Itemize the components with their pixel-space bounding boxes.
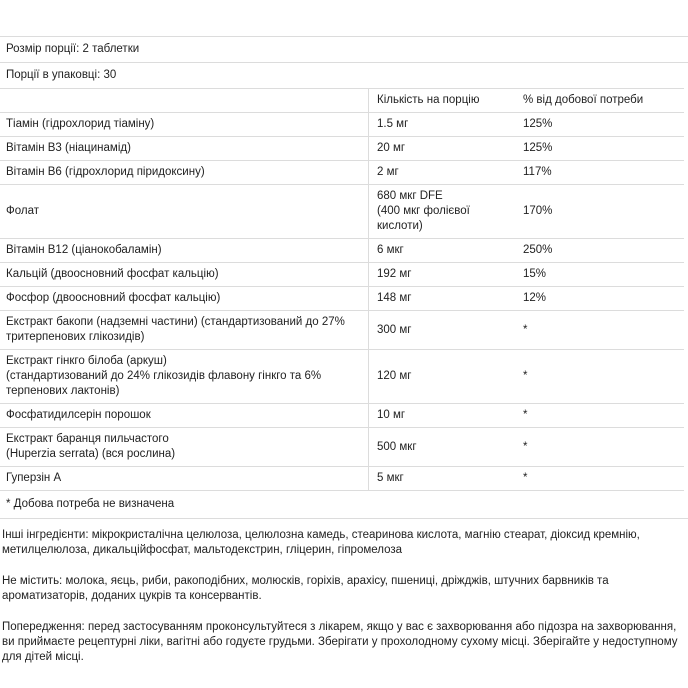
nutrient-amount: 192 мг bbox=[369, 263, 512, 287]
nutrient-daily-value: 125% bbox=[511, 137, 684, 161]
nutrient-amount: 6 мкг bbox=[369, 239, 512, 263]
nutrient-name: Тіамін (гідрохлорид тіаміну) bbox=[0, 113, 369, 137]
table-row bbox=[0, 311, 684, 350]
table-row bbox=[0, 428, 684, 467]
nutrient-daily-value: 12% bbox=[511, 287, 684, 311]
nutrient-amount: 2 мг bbox=[369, 161, 512, 185]
nutrient-name: Вітамін B3 (ніацинамід) bbox=[0, 137, 369, 161]
table-row bbox=[0, 404, 684, 428]
table-row bbox=[0, 350, 684, 404]
nutrient-daily-value: 117% bbox=[511, 161, 684, 185]
nutrient-name: Фосфор (двоосновний фосфат кальцію) bbox=[0, 287, 369, 311]
header-daily-value: % від добової потреби bbox=[511, 89, 684, 113]
nutrient-name: Вітамін B12 (ціанокобаламін) bbox=[0, 239, 369, 263]
nutrient-name: Екстракт баранця пильчастого (Huperzia serrata) (вся рослина) bbox=[0, 428, 369, 467]
nutrient-amount: 120 мг bbox=[369, 350, 512, 404]
table-row bbox=[0, 137, 684, 161]
nutrient-amount: 500 мкг bbox=[369, 428, 512, 467]
supplement-facts bbox=[0, 36, 688, 665]
nutrient-daily-value: 250% bbox=[511, 239, 684, 263]
table-row bbox=[0, 263, 684, 287]
nutrient-name: Екстракт гінкго білоба (аркуш) (стандартизований до 24% глікозидів флавону гінкго та 6% терпенових лактонів) bbox=[0, 350, 369, 404]
nutrient-name: Фосфатидилсерін порошок bbox=[0, 404, 369, 428]
free-from: Не містить: молока, яєць, риби, ракоподібних, молюсків, горіхів, арахісу, пшениці, дріжджів, штучних барвників та ароматизаторів, доданих цукрів та консервантів. bbox=[2, 575, 609, 602]
nutrient-name: Вітамін B6 (гідрохлорид піридоксину) bbox=[0, 161, 369, 185]
header-amount: Кількість на порцію bbox=[369, 89, 512, 113]
nutrient-daily-value: 15% bbox=[511, 263, 684, 287]
nutrient-amount: 680 мкг DFE (400 мкг фолієвої кислоти) bbox=[369, 185, 512, 239]
table-row bbox=[0, 113, 684, 137]
table-header-row bbox=[0, 89, 684, 113]
table-row bbox=[0, 467, 684, 491]
other-ingredients: Інші інгредієнти: мікрокристалічна целюлоза, целюлозна камедь, стеаринова кислота, магнію стеарат, діоксид кремнію, метилцелюлоза, дикальційфосфат, мальтодекстрин, гліцерин, гіпромелоза bbox=[2, 529, 640, 556]
nutrient-daily-value: * bbox=[511, 467, 684, 491]
nutrient-daily-value: * bbox=[511, 404, 684, 428]
table-row bbox=[0, 239, 684, 263]
nutrient-daily-value: * bbox=[511, 428, 684, 467]
nutrient-name: Гуперзін A bbox=[0, 467, 369, 491]
nutrient-amount: 300 мг bbox=[369, 311, 512, 350]
serving-size: Розмір порції: 2 таблетки bbox=[0, 36, 688, 62]
servings-per-container: Порції в упаковці: 30 bbox=[0, 62, 688, 88]
warning: Попередження: перед застосуванням проконсультуйтеся з лікарем, якщо у вас є захворювання або підозра на захворювання, ви приймаєте рецептурні ліки, вагітні або годуєте грудьми. Зберігати у прохолодному сухому місці. Зберігайте у недоступному для дітей місці. bbox=[2, 621, 678, 663]
nutrient-name: Кальцій (двоосновний фосфат кальцію) bbox=[0, 263, 369, 287]
nutrient-name: Фолат bbox=[0, 185, 369, 239]
nutrient-table bbox=[0, 88, 684, 491]
table-row bbox=[0, 287, 684, 311]
nutrient-name: Екстракт бакопи (надземні частини) (стандартизований до 27% тритерпенових глікозидів) bbox=[0, 311, 369, 350]
nutrient-amount: 20 мг bbox=[369, 137, 512, 161]
nutrient-daily-value: 125% bbox=[511, 113, 684, 137]
header-nutrient bbox=[0, 89, 369, 113]
table-row bbox=[0, 185, 684, 239]
nutrient-daily-value: 170% bbox=[511, 185, 684, 239]
nutrient-amount: 148 мг bbox=[369, 287, 512, 311]
nutrient-daily-value: * bbox=[511, 311, 684, 350]
nutrient-amount: 1.5 мг bbox=[369, 113, 512, 137]
nutrient-amount: 5 мкг bbox=[369, 467, 512, 491]
table-row bbox=[0, 161, 684, 185]
nutrient-amount: 10 мг bbox=[369, 404, 512, 428]
footnote: * Добова потреба не визначена bbox=[0, 491, 688, 519]
nutrient-daily-value: * bbox=[511, 350, 684, 404]
